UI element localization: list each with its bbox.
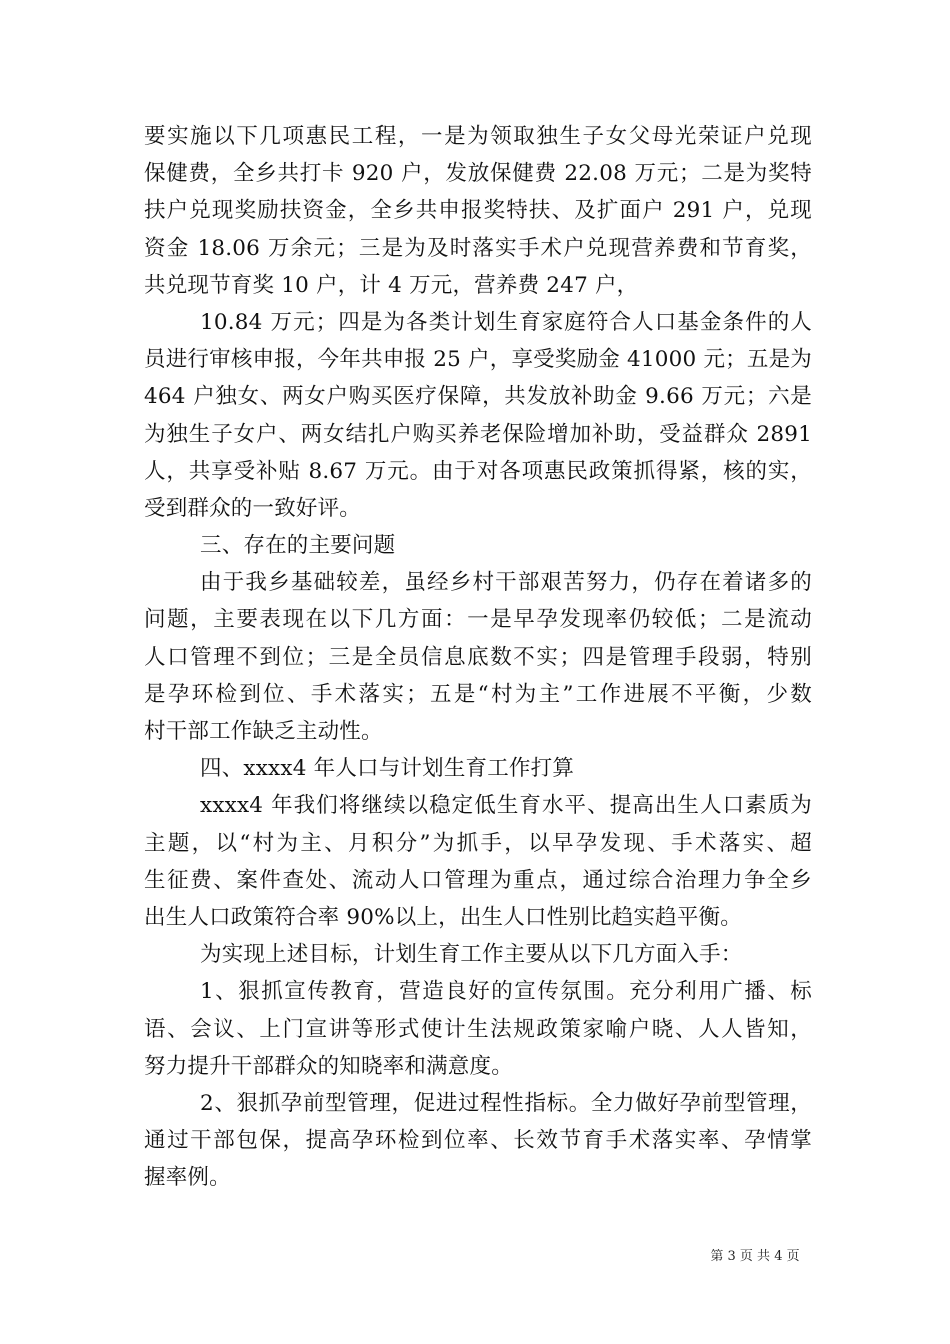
- text-line: 握率例。: [144, 1165, 231, 1191]
- text-line: 受到群众的一致好评。: [144, 495, 362, 521]
- text-line: 保健费，全乡共打卡 920 户，发放保健费 22.08 万元；二是为奖特: [144, 161, 812, 187]
- text-line: 是孕环检到位、手术落实；五是“村为主”工作进展不平衡，少数: [144, 681, 812, 707]
- text-line: 村干部工作缺乏主动性。: [144, 719, 383, 744]
- text-line: 语、会议、上门宣讲等形式使计生法规政策家喻户晓、人人皆知，: [144, 1016, 812, 1042]
- text-line: 共兑现节育奖 10 户，计 4 万元，营养费 247 户，: [144, 272, 639, 298]
- text-line: 人口管理不到位；三是全员信息底数不实；四是管理手段弱，特别: [144, 644, 812, 670]
- page-footer: 第 3 页 共 4 页: [710, 1249, 800, 1264]
- text-line: 资金 18.06 万余元；三是为及时落实手术户兑现营养费和节育奖，: [144, 235, 812, 261]
- text-line: 通过干部包保，提高孕环检到位率、长效节育手术落实率、孕情掌: [144, 1128, 812, 1154]
- document-body: [144, 118, 812, 1196]
- text-line: 2、狠抓孕前型管理，促进过程性指标。全力做好孕前型管理，: [200, 1090, 812, 1116]
- text-line: 努力提升干部群众的知晓率和满意度。: [144, 1053, 513, 1079]
- text-line: 10.84 万元；四是为各类计划生育家庭符合人口基金条件的人: [200, 309, 812, 335]
- text-line: xxxx4 年我们将继续以稳定低生育水平、提高出生人口素质为: [200, 793, 812, 819]
- text-line: 问题，主要表现在以下几方面：一是早孕发现率仍较低；二是流动: [144, 607, 812, 633]
- text-line: 要实施以下几项惠民工程，一是为领取独生子女父母光荣证户兑现: [144, 124, 812, 149]
- text-line: 由于我乡基础较差，虽经乡村干部艰苦努力，仍存在着诸多的: [200, 570, 812, 596]
- text-line: 扶户兑现奖励扶资金，全乡共申报奖特扶、及扩面户 291 户，兑现: [144, 198, 812, 224]
- text-line: 为实现上述目标，计划生育工作主要从以下几方面入手：: [200, 942, 743, 968]
- text-line: 出生人口政策符合率 90%以上，出生人口性别比趋实趋平衡。: [144, 904, 742, 930]
- text-line: 为独生子女户、两女结扎户购买养老保险增加补助，受益群众 2891: [144, 421, 812, 447]
- text-line: 人，共享受补贴 8.67 万元。由于对各项惠民政策抓得紧，核的实，: [144, 458, 812, 484]
- text-line: 四、xxxx4 年人口与计划生育工作打算: [200, 756, 575, 782]
- text-line: 生征费、案件查处、流动人口管理为重点，通过综合治理力争全乡: [144, 867, 812, 893]
- text-line: 主题，以“村为主、月积分”为抓手，以早孕发现、手术落实、超: [144, 830, 812, 856]
- text-line: 464 户独女、两女户购买医疗保障，共发放补助金 9.66 万元；六是: [144, 384, 812, 410]
- text-line: 1、狠抓宣传教育，营造良好的宣传氛围。充分利用广播、标: [200, 979, 812, 1005]
- text-line: 员进行审核申报，今年共申报 25 户，享受奖励金 41000 元；五是为: [144, 347, 812, 373]
- text-line: 三、存在的主要问题: [200, 533, 396, 559]
